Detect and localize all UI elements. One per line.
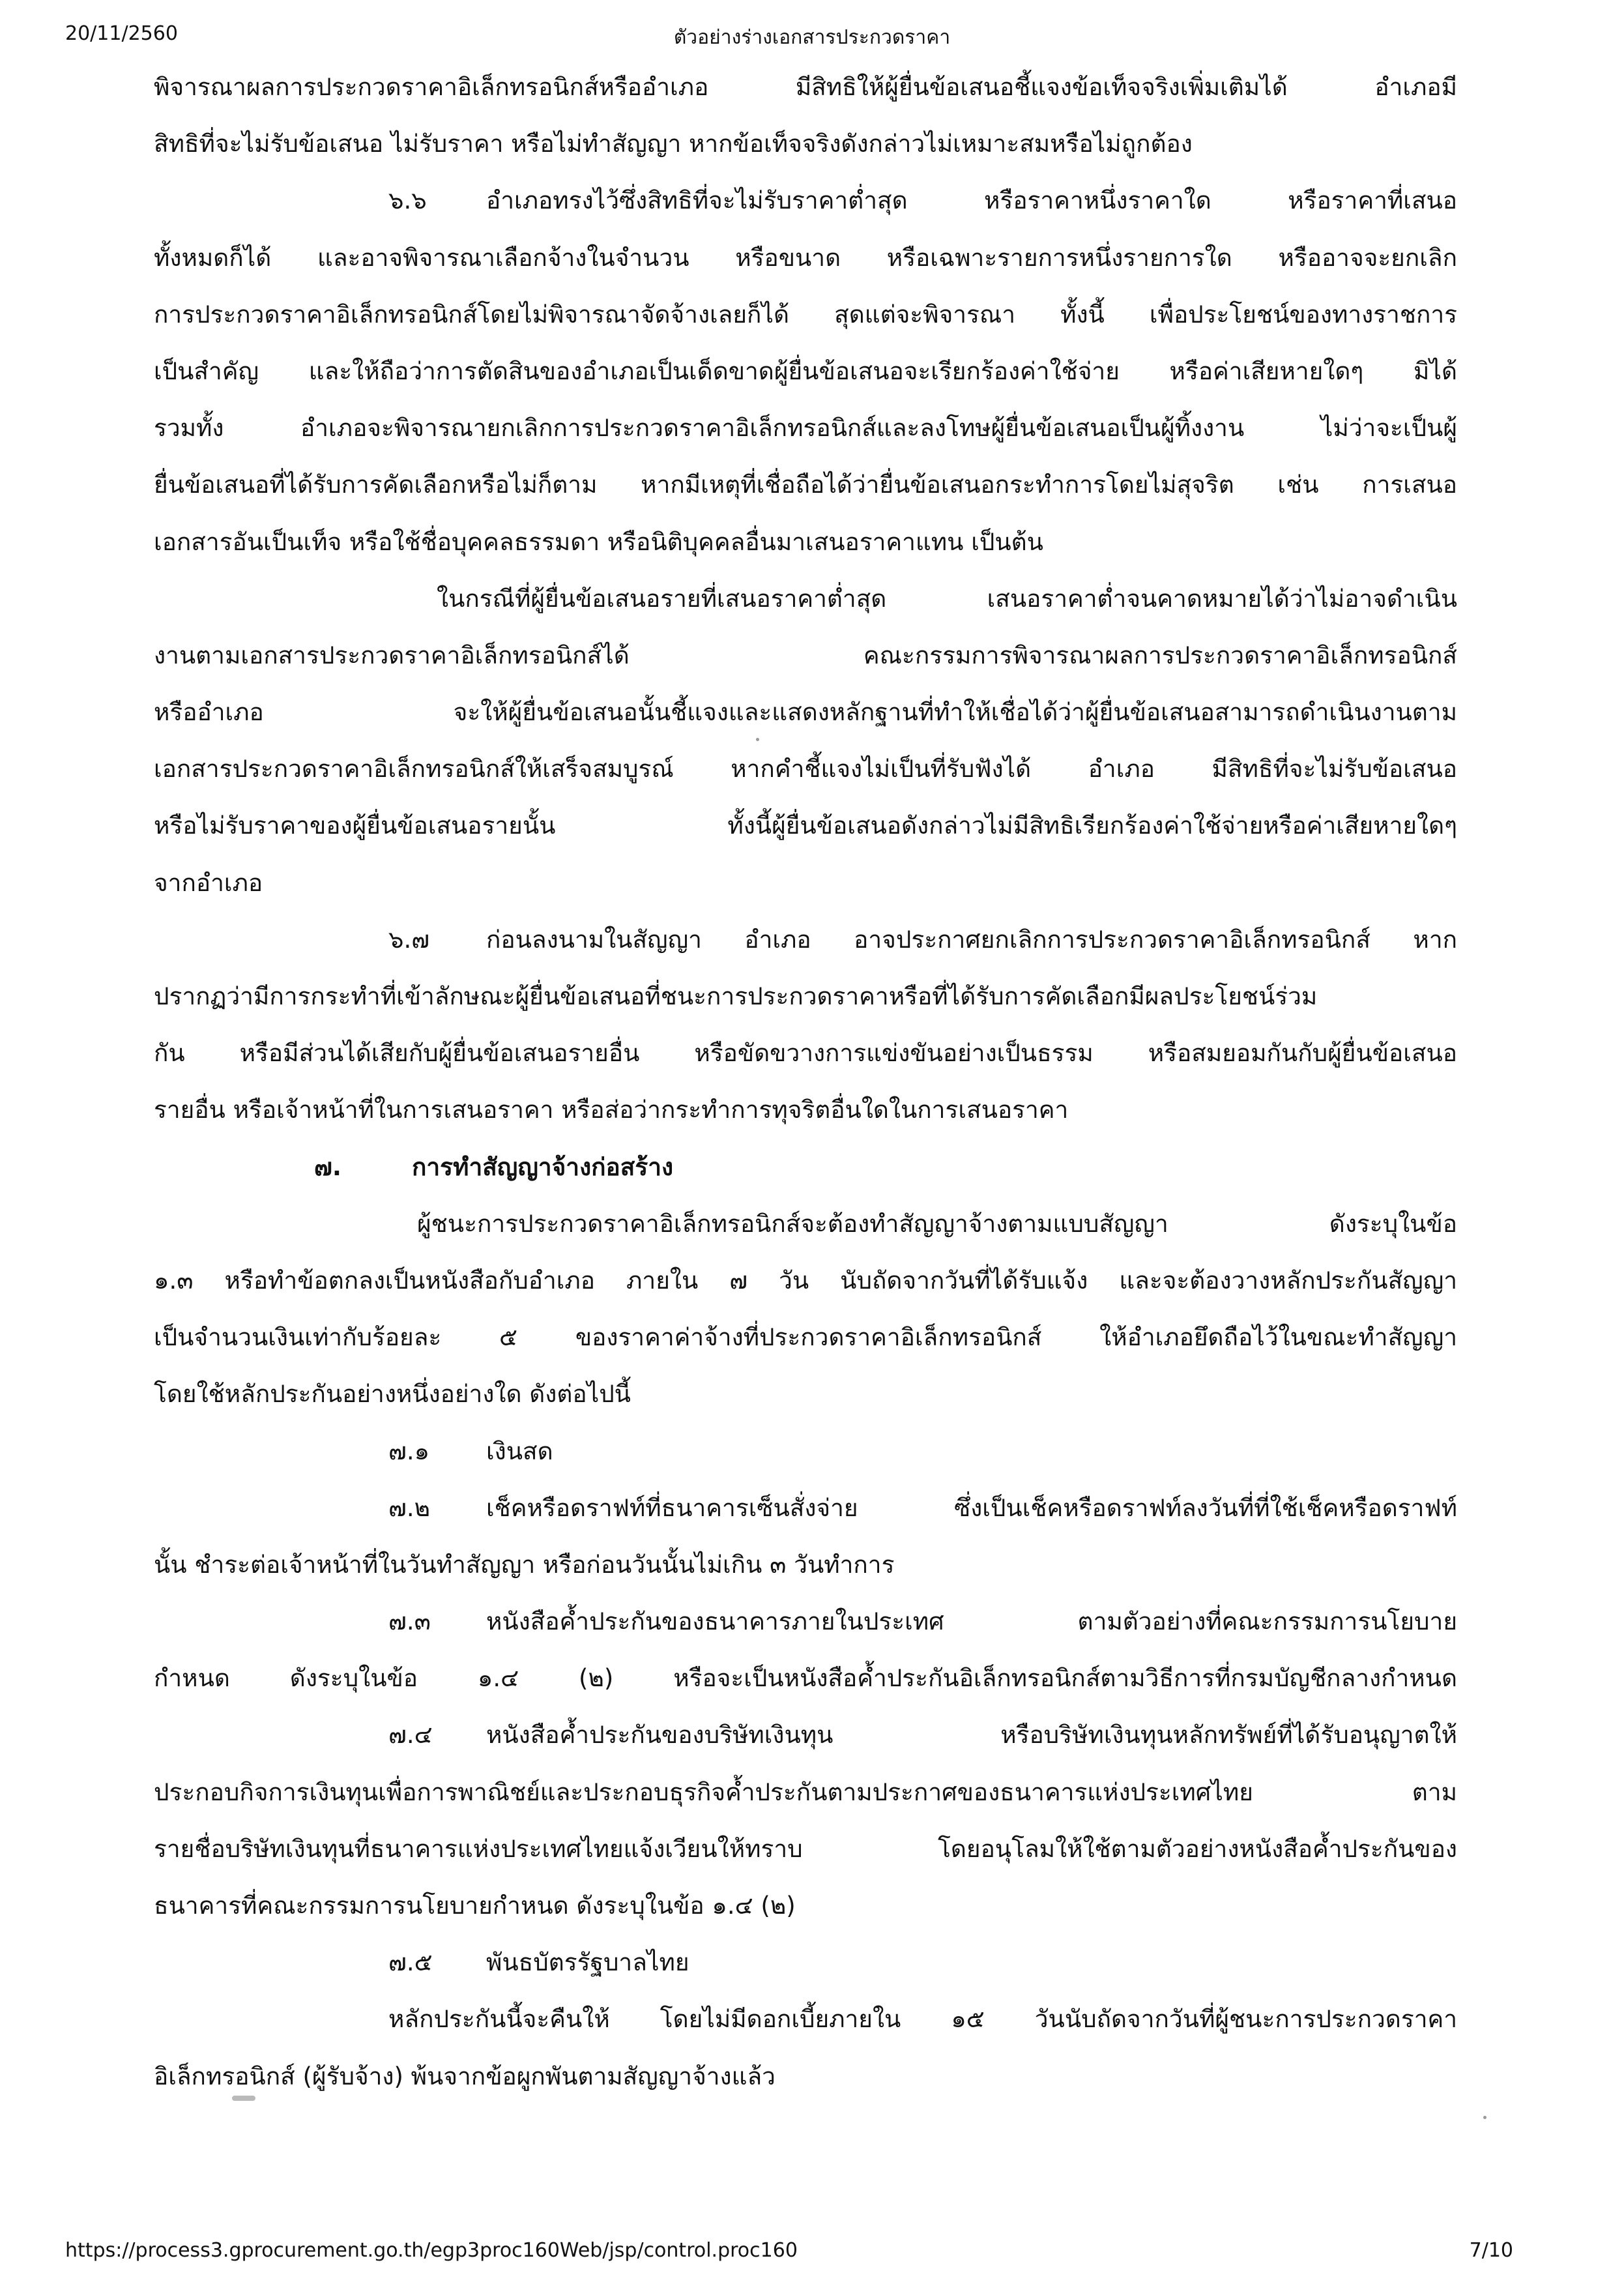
clause-number: ๖.๖ (388, 186, 427, 215)
paragraph-line: การประกวดราคาอิเล็กทรอนิกส์โดยไม่พิจารณาจัดจ้างเลยก็ได้ สุดแต่จะพิจารณา ทั้งนี้ เพื่อประโยชน์ของทางราชการ (154, 300, 1457, 329)
footer-url: https://process3.gprocurement.go.th/egp3proc160Web/jsp/control.proc160 (65, 2239, 798, 2262)
paragraph-line: กัน หรือมีส่วนได้เสียกับผู้ยื่นข้อเสนอรายอื่น หรือขัดขวางการแข่งขันอย่างเป็นธรรม หรือสมยอมกันกับผู้ยื่นข้อเสนอ (154, 1039, 1457, 1068)
clause-7-5-line: ๗.๕ พันธบัตรรัฐบาลไทย (154, 1934, 1457, 1991)
paragraph-line: เป็นจำนวนเงินเท่ากับร้อยละ ๕ ของราคาค่าจ้างที่ประกวดราคาอิเล็กทรอนิกส์ ให้อำเภอยึดถือไว้ในขณะทำสัญญา (154, 1323, 1457, 1352)
header-title: ตัวอย่างร่างเอกสารประกวดราคา (673, 26, 951, 49)
paragraph-line: ปรากฏว่ามีการกระทำที่เข้าลักษณะผู้ยื่นข้อเสนอที่ชนะการประกวดราคาหรือที่ได้รับการคัดเลือกมีผลประโยชน์ร่วม (154, 982, 1318, 1010)
clause-number: ๗.๒ (388, 1493, 430, 1522)
header-date: 20/11/2560 (65, 22, 178, 45)
document-body (154, 59, 1457, 2105)
paragraph-line: รวมทั้ง อำเภอจะพิจารณายกเลิกการประกวดราคาอิเล็กทรอนิกส์และลงโทษผู้ยื่นข้อเสนอเป็นผู้ทิ้งงาน ไม่ว่าจะเป็นผู้ (154, 414, 1457, 443)
paragraph-line: รายชื่อบริษัทเงินทุนที่ธนาคารแห่งประเทศไทยแจ้งเวียนให้ทราบ โดยอนุโลมให้ใช้ตามตัวอย่างหนังสือค้ำประกันของ (154, 1834, 1457, 1863)
section-title: การทำสัญญาจ้างก่อสร้าง (412, 1152, 674, 1181)
paragraph-line: สิทธิที่จะไม่รับข้อเสนอ ไม่รับราคา หรือไม่ทำสัญญา หากข้อเท็จจริงดังกล่าวไม่เหมาะสมหรือไม่ถูกต้อง (154, 130, 1193, 158)
clause-7-2-line: ๗.๒ เช็คหรือดราฟท์ที่ธนาคารเซ็นสั่งจ่าย ซึ่งเป็นเช็คหรือดราฟท์ลงวันที่ที่ใช้เช็คหรือดราฟท์ (154, 1480, 1457, 1536)
paragraph-line: พิจารณาผลการประกวดราคาอิเล็กทรอนิกส์หรืออำเภอ มีสิทธิให้ผู้ยื่นข้อเสนอชี้แจงข้อเท็จจริงเพิ่มเติมได้ อำเภอมี (154, 73, 1457, 101)
paragraph-line: ยื่นข้อเสนอที่ได้รับการคัดเลือกหรือไม่ก็ตาม หากมีเหตุที่เชื่อถือได้ว่ายื่นข้อเสนอกระทำการโดยไม่สุจริต เช่น การเสนอ (154, 471, 1457, 499)
paragraph-line: ๑.๓ หรือทำข้อตกลงเป็นหนังสือกับอำเภอ ภายใน ๗ วัน นับถัดจากวันที่ได้รับแจ้ง และจะต้องวางหลักประกันสัญญา (154, 1266, 1457, 1295)
paragraph-line: ทั้งหมดก็ได้ และอาจพิจารณาเลือกจ้างในจำนวน หรือขนาด หรือเฉพาะรายการหนึ่งรายการใด หรืออาจจะยกเลิก (154, 243, 1457, 272)
paragraph-line: โดยใช้หลักประกันอย่างหนึ่งอย่างใด ดังต่อไปนี้ (154, 1380, 631, 1409)
scan-speck (756, 738, 759, 741)
paragraph-line: หรือไม่รับราคาของผู้ยื่นข้อเสนอรายนั้น ทั้งนี้ผู้ยื่นข้อเสนอดังกล่าวไม่มีสิทธิเรียกร้องค่าใช้จ่ายหรือค่าเสียหายใดๆ (154, 812, 1457, 840)
clause-number: ๗.๑ (388, 1437, 430, 1465)
clause-number: ๗.๓ (388, 1607, 431, 1636)
paragraph-line: เอกสารประกวดราคาอิเล็กทรอนิกส์ให้เสร็จสมบูรณ์ หากคำชี้แจงไม่เป็นที่รับฟังได้ อำเภอ มีสิทธิที่จะไม่รับข้อเสนอ (154, 755, 1457, 783)
paragraph-line: จากอำเภอ (154, 868, 263, 897)
paragraph-line: รายอื่น หรือเจ้าหน้าที่ในการเสนอราคา หรือส่อว่ากระทำการทุจริตอื่นใดในการเสนอราคา (154, 1096, 1069, 1124)
paragraph-line: ในกรณีที่ผู้ยื่นข้อเสนอรายที่เสนอราคาต่ำสุด เสนอราคาต่ำจนคาดหมายได้ว่าไม่อาจดำเนิน (437, 584, 1457, 613)
paragraph-line: ผู้ชนะการประกวดราคาอิเล็กทรอนิกส์จะต้องทำสัญญาจ้างตามแบบสัญญา ดังระบุในข้อ (417, 1209, 1457, 1238)
paragraph-line: งานตามเอกสารประกวดราคาอิเล็กทรอนิกส์ได้ คณะกรรมการพิจารณาผลการประกวดราคาอิเล็กทรอนิกส์ (154, 641, 1457, 669)
clause-number: ๗.๔ (388, 1721, 433, 1750)
clause-number: ๖.๗ (388, 925, 430, 954)
paragraph-line: หลักประกันนี้จะคืนให้ โดยไม่มีดอกเบี้ยภายใน ๑๕ วันนับถัดจากวันที่ผู้ชนะการประกวดราคา (388, 2005, 1457, 2034)
scan-speck (1483, 2116, 1486, 2119)
section-7-heading (154, 1139, 1457, 1195)
scan-smudge (232, 2096, 255, 2101)
paragraph-line: เอกสารอันเป็นเท็จ หรือใช้ชื่อบุคคลธรรมดา หรือนิติบุคคลอื่นมาเสนอราคาแทน เป็นต้น (154, 527, 1043, 556)
clause-6-6-line: ๖.๖ อำเภอทรงไว้ซึ่งสิทธิที่จะไม่รับราคาต่ำสุด หรือราคาหนึ่งราคาใด หรือราคาที่เสนอ (154, 172, 1457, 229)
clause-7-3-line: ๗.๓ หนังสือค้ำประกันของธนาคารภายในประเทศ ตามตัวอย่างที่คณะกรรมการนโยบาย (154, 1593, 1457, 1650)
section-number: ๗. (314, 1152, 341, 1181)
clause-7-4-line: ๗.๔ หนังสือค้ำประกันของบริษัทเงินทุน หรือบริษัทเงินทุนหลักทรัพย์ที่ได้รับอนุญาตให้ (154, 1706, 1457, 1763)
paragraph-line: ประกอบกิจการเงินทุนเพื่อการพาณิชย์และประกอบธุรกิจค้ำประกันตามประกาศของธนาคารแห่งประเทศไทย ตาม (154, 1778, 1457, 1806)
clause-7-1-line: ๗.๑ เงินสด (154, 1423, 1457, 1480)
paragraph-line: กำหนด ดังระบุในข้อ ๑.๔ (๒) หรือจะเป็นหนังสือค้ำประกันอิเล็กทรอนิกส์ตามวิธีการที่กรมบัญชีกลางกำหนด (154, 1664, 1457, 1693)
paragraph-line: หรืออำเภอ จะให้ผู้ยื่นข้อเสนอนั้นชี้แจงและแสดงหลักฐานที่ทำให้เชื่อได้ว่าผู้ยื่นข้อเสนอสามารถดำเนินงานตาม (154, 698, 1457, 727)
paragraph-line: ธนาคารที่คณะกรรมการนโยบายกำหนด ดังระบุในข้อ ๑.๔ (๒) (154, 1892, 796, 1920)
paragraph-line: นั้น ชำระต่อเจ้าหน้าที่ในวันทำสัญญา หรือก่อนวันนั้นไม่เกิน ๓ วันทำการ (154, 1550, 895, 1579)
clause-6-7-line: ๖.๗ ก่อนลงนามในสัญญา อำเภอ อาจประกาศยกเลิกการประกวดราคาอิเล็กทรอนิกส์ หาก (154, 911, 1457, 968)
paragraph-line: อิเล็กทรอนิกส์ (ผู้รับจ้าง) พ้นจากข้อผูกพันตามสัญญาจ้างแล้ว (154, 2062, 776, 2090)
clause-number: ๗.๕ (388, 1948, 433, 1977)
paragraph-line: เป็นสำคัญ และให้ถือว่าการตัดสินของอำเภอเป็นเด็ดขาดผู้ยื่นข้อเสนอจะเรียกร้องค่าใช้จ่าย หรือค่าเสียหายใดๆ มิได้ (154, 357, 1457, 385)
page-number: 7/10 (1469, 2239, 1513, 2262)
